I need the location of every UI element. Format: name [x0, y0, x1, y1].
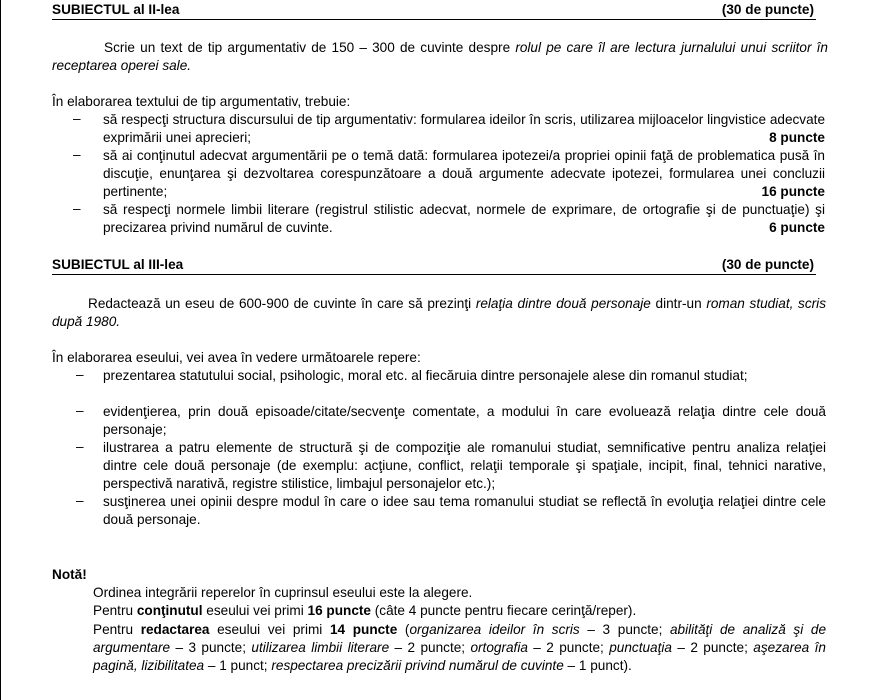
item-text: să ai conţinutul adecvat argumentării pe o temă dată: formularea ipotezei/a propriei opinii faţă de problematica pusă în discuţie, enunţarea şi dezvoltarea corespunzătoare a două argumente adecvate ipotezei, formularea unei concluzii pertinente;: [103, 148, 825, 199]
item-points: 16 puncte: [761, 184, 825, 199]
dash: –: [76, 493, 84, 508]
note-line-2: [93, 602, 826, 620]
task-text: Redactează un eseu de 600-900 de cuvinte în care să prezinţi: [88, 296, 476, 311]
subject-2-task: [52, 39, 828, 75]
subject-2-intro: În elaborarea textului de tip argumentativ, trebuie:: [52, 94, 351, 109]
item-points: 8 puncte: [769, 130, 825, 145]
task-topic: relaţia dintre două personaje: [475, 296, 651, 311]
note-title: Notă!: [52, 567, 87, 582]
page-left-border: [0, 0, 1, 700]
note-line-3: [93, 621, 826, 675]
note-text: – 2 puncte;: [389, 640, 471, 655]
item-text: prezentarea statutului social, psihologic, moral etc. al fiecăruia dintre personajele alese din romanul studiat;: [103, 368, 748, 383]
note-bold: 14 puncte: [329, 622, 398, 637]
note-bold: conţinutul: [136, 603, 203, 618]
note-bold: 16 puncte: [307, 603, 371, 618]
item-text: să respecţi structura discursului de tip argumentativ: formularea ideilor în scris, utilizarea mijloacelor lingvistice adecvate exprimării unei aprecieri;: [103, 112, 825, 145]
task-topic: roman studiat, scris după 1980.: [52, 296, 826, 329]
subject-2-points: (30 de puncte): [721, 2, 814, 17]
note-text: – 3 puncte;: [170, 640, 252, 655]
dash: –: [76, 367, 84, 382]
note-italic: abilităţi de analiză şi de argumentare: [93, 622, 827, 655]
note-text: – 1 punct).: [563, 658, 632, 673]
note-text: eseului vei primi: [202, 603, 308, 618]
note-text: eseului vei primi: [209, 622, 330, 637]
subject-3-points: (30 de puncte): [721, 257, 814, 272]
note-text: Pentru: [93, 603, 137, 618]
note-text: (: [397, 622, 410, 637]
note-italic: ortografia: [470, 640, 528, 655]
dash: –: [73, 201, 81, 216]
note-italic: aşezarea în pagină, lizibilitatea: [93, 640, 826, 673]
dash: –: [73, 147, 81, 162]
subject-3-heading: [52, 257, 816, 275]
note-italic: respectarea precizării privind numărul de cuvinte: [271, 658, 564, 673]
subject-2-title: SUBIECTUL al II-lea: [52, 2, 180, 17]
note-text: (câte 4 puncte pentru fiecare cerinţă/reper).: [371, 603, 637, 618]
dash: –: [76, 403, 84, 418]
subject-3-task: [52, 295, 826, 331]
task-topic: rolul pe care îl are lectura jurnalului unui scriitor în receptarea operei sale.: [52, 40, 828, 73]
subject-3-intro: În elaborarea eseului, vei avea în vedere următoarele repere:: [52, 350, 421, 365]
note-text: – 3 puncte;: [579, 622, 670, 637]
subject-3-title: SUBIECTUL al III-lea: [52, 257, 184, 272]
dash: –: [73, 111, 81, 126]
subject-2-heading: [52, 2, 816, 20]
note-line-1: Ordinea integrării reperelor în cuprinsul eseului este la alegere.: [93, 585, 473, 600]
dash: –: [76, 439, 84, 454]
note-italic: utilizarea limbii literare: [251, 640, 390, 655]
item-text: evidenţierea, prin două episoade/citate/secvenţe comentate, a modului în care evoluează relaţia dintre cele două personaje;: [103, 404, 826, 437]
item-text: ilustrarea a patru elemente de structură şi de compoziţie ale romanului studiat, semnificative pentru analiza relaţiei dintre cele două personaje (de exemplu: acţiune, conflict, relaţii temporale şi spaţiale, incipit, final, tehnici narative, perspectivă narativă, registre stilistice, limbajul personajelor etc.);: [103, 440, 826, 491]
task-text: dintr-un: [650, 296, 707, 311]
item-text: să respecţi normele limbii literare (registrul stilistic adecvat, normele de exprimare, de ortografie şi de punctuaţie) şi precizarea privind numărul de cuvinte.: [103, 202, 825, 235]
item-points: 6 puncte: [769, 220, 825, 235]
task-text: Scrie un text de tip argumentativ de 150 – 300 de cuvinte despre: [104, 40, 516, 55]
note-text: – 1 punct;: [204, 658, 272, 673]
note-text: – 2 puncte;: [671, 640, 754, 655]
note-text: Pentru: [93, 622, 141, 637]
note-bold: redactarea: [140, 622, 210, 637]
note-italic: punctuaţia: [609, 640, 672, 655]
item-text: susţinerea unei opinii despre modul în care o idee sau tema romanului studiat se reflectă în evoluţia relaţiei dintre cele două personaje.: [103, 494, 826, 527]
note-italic: organizarea ideilor în scris: [409, 622, 580, 637]
note-text: – 2 puncte;: [527, 640, 610, 655]
